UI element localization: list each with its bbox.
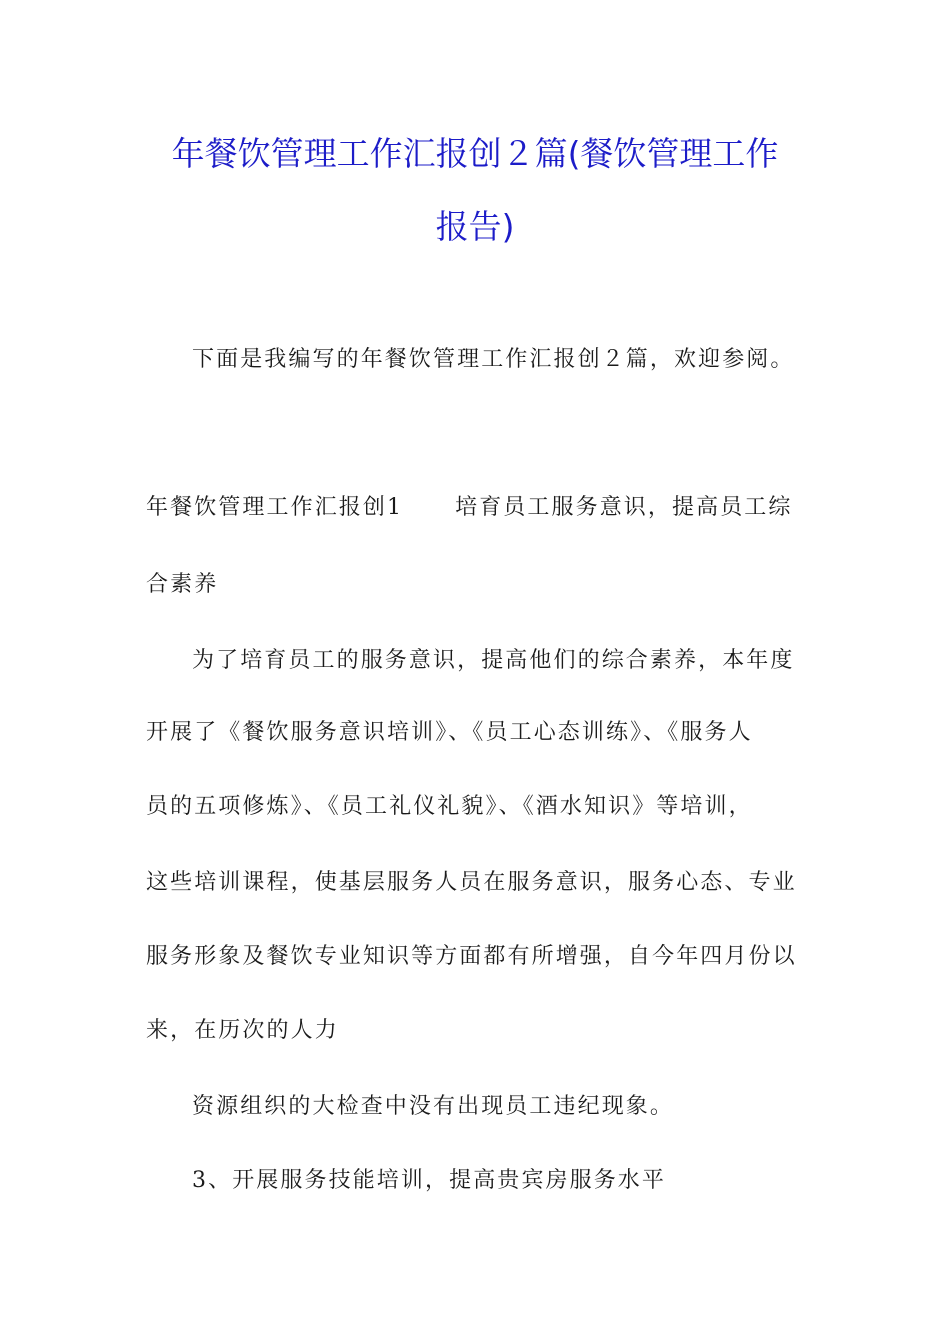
paragraph-1-line-5: 服务形象及餐饮专业知识等方面都有所增强，自今年四月份以 xyxy=(146,944,797,969)
paragraph-1-line-2: 开展了《餐饮服务意识培训》、《员工心态训练》、《服务人 xyxy=(146,720,753,745)
paragraph-3-heading: 3、开展服务技能培训，提高贵宾房服务水平 xyxy=(192,1168,666,1193)
intro-paragraph: 下面是我编写的年餐饮管理工作汇报创２篇，欢迎参阅。 xyxy=(192,347,795,372)
section-heading-continuation: 合素养 xyxy=(146,572,219,597)
section-heading-tail: 培育员工服务意识，提高员工综 xyxy=(455,495,793,520)
paragraph-1-line-1: 为了培育员工的服务意识，提高他们的综合素养，本年度 xyxy=(192,648,795,673)
document-title-line-2: 报告) xyxy=(435,207,515,246)
paragraph-1-line-4: 这些培训课程，使基层服务人员在服务意识，服务心态、专业 xyxy=(146,870,797,895)
paragraph-1-line-6: 来，在历次的人力 xyxy=(146,1018,339,1043)
section-heading: 年餐饮管理工作汇报创1 xyxy=(146,495,404,520)
section-heading-line xyxy=(146,493,793,523)
paragraph-2: 资源组织的大检查中没有出现员工违纪现象。 xyxy=(192,1094,675,1119)
document-title-line-1: 年餐饮管理工作汇报创２篇(餐饮管理工作 xyxy=(171,134,779,173)
paragraph-1-line-3: 员的五项修炼》、《员工礼仪礼貌》、《酒水知识》等培训， xyxy=(146,794,753,819)
